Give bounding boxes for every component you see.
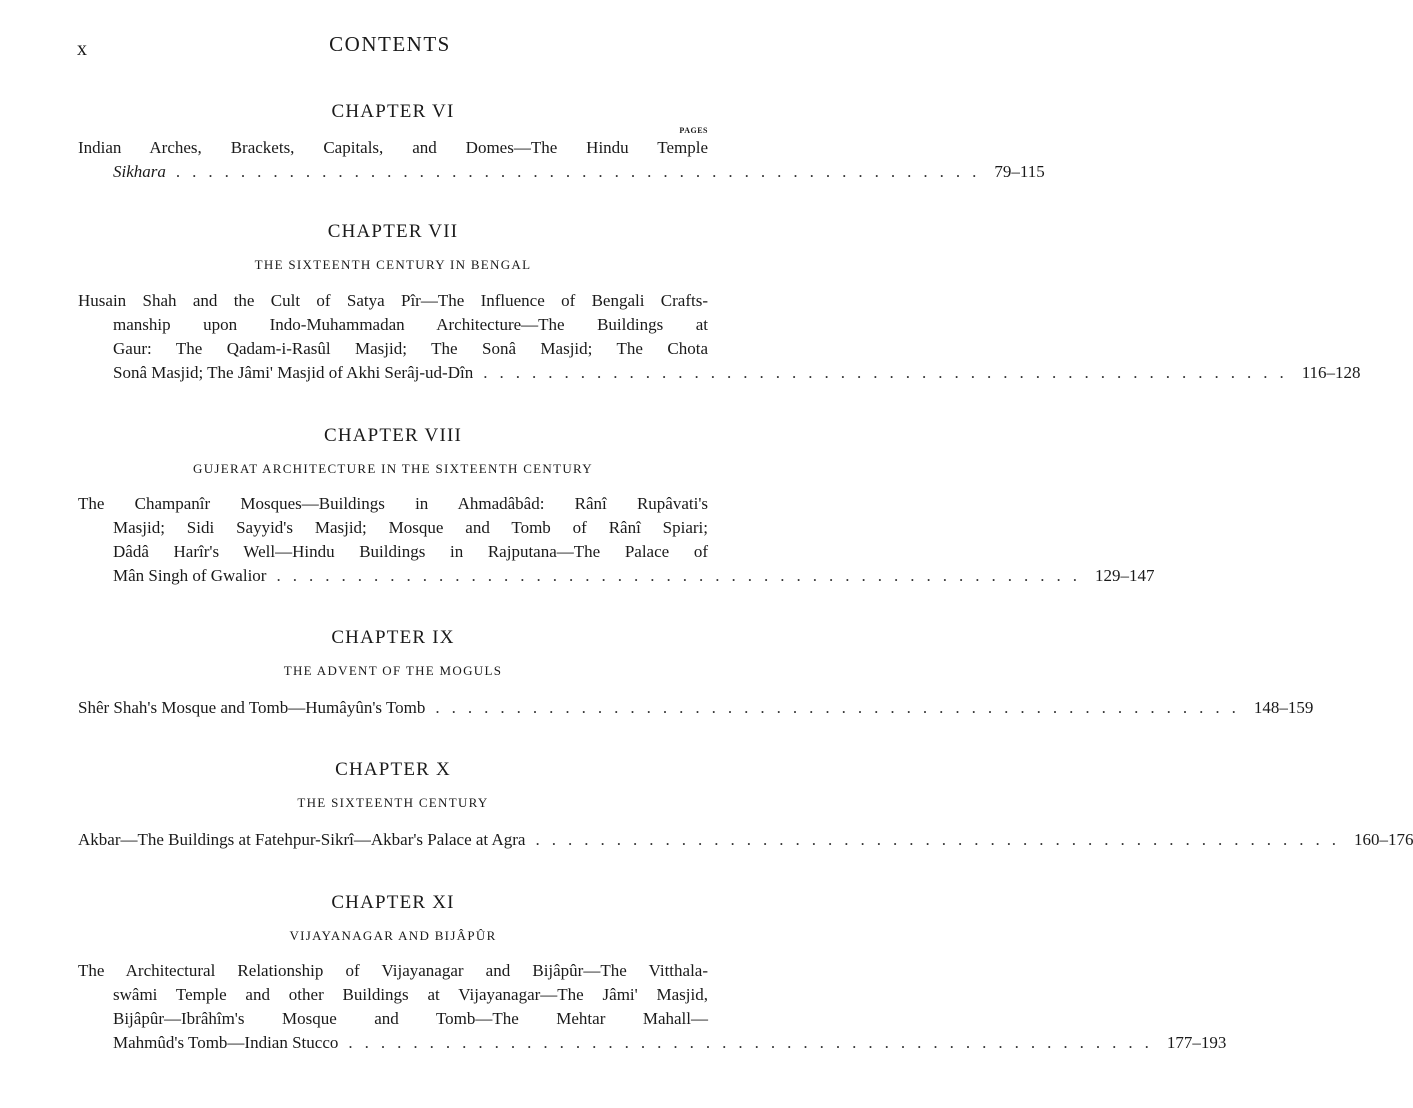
leader-dots: .................................................. — [483, 363, 1296, 382]
leader-dots: .................................................. — [435, 698, 1248, 717]
entry-line: Dâdâ Harîr's Well—Hindu Buildings in Rajputana—The Palace of — [113, 542, 708, 561]
entry-last-line — [78, 361, 1361, 385]
entry-line: The Champanîr Mosques—Buildings in Ahmadâbâd: Rânî Rupâvati's — [78, 494, 708, 513]
entry-line: Masjid; Sidi Sayyid's Masjid; Mosque and Tomb of Rânî Spiari; — [113, 518, 708, 537]
chapter-6 — [78, 100, 1045, 184]
running-title: CONTENTS — [329, 32, 451, 56]
chapter-title: CHAPTER VII — [327, 221, 459, 242]
chapter-11 — [78, 891, 1227, 1055]
page-range: 116–128 — [1301, 363, 1361, 382]
toc-entry — [78, 828, 1413, 852]
leader-dots: .................................................. — [348, 1033, 1161, 1052]
page-header — [0, 30, 780, 60]
toc-entry — [78, 696, 1314, 720]
chapter-title: CHAPTER VI — [331, 101, 455, 122]
entry-line: Husain Shah and the Cult of Satya Pîr—The Influence of Bengali Crafts- — [78, 291, 708, 310]
chapter-subtitle: VIJAYANAGAR AND BIJÂPÛR — [289, 928, 497, 943]
entry-line: manship upon Indo-Muhammadan Architecture—The Buildings at — [113, 315, 708, 334]
chapter-title: CHAPTER XI — [331, 892, 455, 913]
toc-entry — [78, 959, 1227, 1055]
chapter-subtitle: GUJERAT ARCHITECTURE IN THE SIXTEENTH CENTURY — [193, 461, 593, 476]
entry-text: Akbar—The Buildings at Fatehpur-Sikrî—Akbar's Palace at Agra — [78, 830, 526, 849]
chapter-8 — [78, 424, 1155, 588]
toc-entry — [78, 492, 1155, 588]
chapter-subtitle: THE SIXTEENTH CENTURY — [297, 795, 489, 810]
entry-last-line — [78, 1031, 1227, 1055]
toc-entry — [78, 289, 1361, 385]
page-range: 79–115 — [994, 162, 1045, 181]
toc-entry — [78, 136, 1045, 184]
chapter-7 — [78, 220, 1361, 385]
entry-line: Indian Arches, Brackets, Capitals, and Domes—The Hindu Temple — [78, 138, 708, 157]
entry-text: Mân Singh of Gwalior — [113, 566, 267, 585]
chapter-10 — [78, 758, 1413, 852]
entry-last-line — [78, 160, 1045, 184]
entry-text: Mahmûd's Tomb—Indian Stucco — [113, 1033, 339, 1052]
entry-text: Sonâ Masjid; The Jâmi' Masjid of Akhi Serâj-ud-Dîn — [113, 363, 474, 382]
chapter-subtitle: THE SIXTEENTH CENTURY IN BENGAL — [254, 257, 532, 272]
entry-line: Gaur: The Qadam-i-Rasûl Masjid; The Sonâ Masjid; The Chota — [113, 339, 708, 358]
chapter-title: CHAPTER IX — [331, 627, 455, 648]
entry-last-line — [78, 564, 1155, 588]
entry-line: The Architectural Relationship of Vijayanagar and Bijâpûr—The Vitthala- — [78, 961, 708, 980]
chapter-9 — [78, 626, 1314, 720]
entry-last-line — [78, 828, 1413, 852]
leader-dots: .................................................. — [276, 566, 1089, 585]
page-range: 177–193 — [1166, 1033, 1227, 1052]
entry-text: Shêr Shah's Mosque and Tomb—Humâyûn's Tomb — [78, 698, 426, 717]
chapter-subtitle: THE ADVENT OF THE MOGULS — [283, 663, 503, 678]
page-range: 148–159 — [1253, 698, 1314, 717]
entry-last-line — [78, 696, 1314, 720]
chapter-title: CHAPTER X — [335, 759, 451, 780]
page-range: 129–147 — [1094, 566, 1155, 585]
entry-line: Bijâpûr—Ibrâhîm's Mosque and Tomb—The Mehtar Mahall— — [113, 1009, 708, 1028]
leader-dots: .................................................. — [535, 830, 1348, 849]
leader-dots: .................................................. — [175, 162, 989, 181]
entry-line: swâmi Temple and other Buildings at Vijayanagar—The Jâmi' Masjid, — [113, 985, 708, 1004]
pages-column-label: PAGES — [679, 126, 708, 135]
chapter-title: CHAPTER VIII — [323, 425, 463, 446]
entry-text: Sikhara — [113, 162, 166, 181]
page-number: x — [77, 38, 87, 60]
page-range: 160–176 — [1353, 830, 1413, 849]
